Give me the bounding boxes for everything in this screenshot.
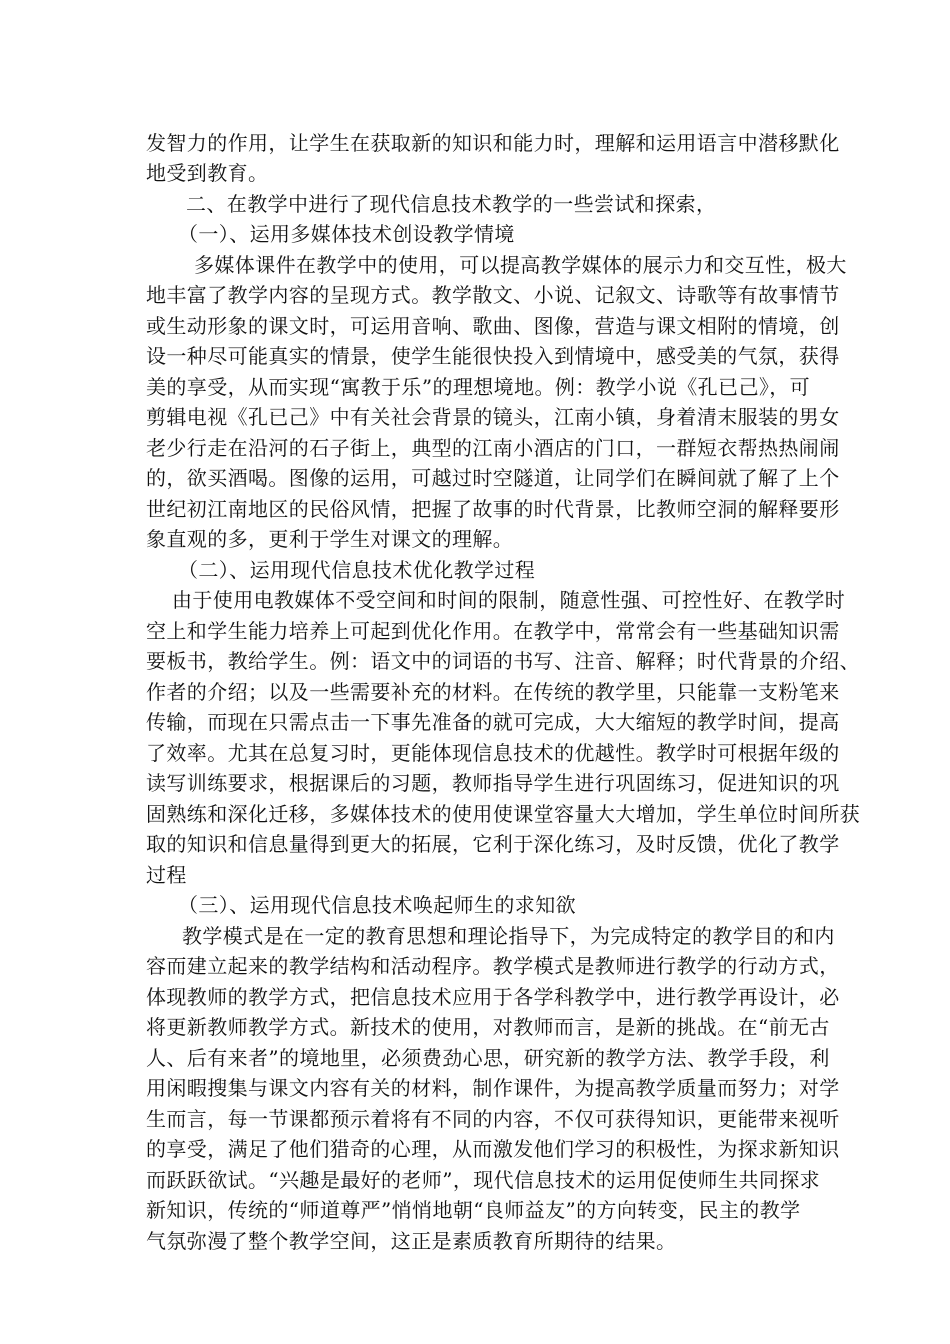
subsection-heading: （二）、运用现代信息技术优化教学过程 <box>178 558 536 582</box>
text-line: 的享受，满足了他们猎奇的心理，从而激发他们学习的积极性，为探求新知识 <box>146 1137 840 1161</box>
text-line: 将更新教师教学方式。新技术的使用，对教师而言，是新的挑战。在“前无古 <box>146 1015 830 1039</box>
text-line: 多媒体课件在教学中的使用，可以提高教学媒体的展示力和交互性，极大 <box>194 253 847 277</box>
text-line: 教学模式是在一定的教育思想和理论指导下，为完成特定的教学目的和内 <box>182 924 835 948</box>
text-line: 了效率。尤其在总复习时，更能体现信息技术的优越性。教学时可根据年级的 <box>146 741 840 765</box>
text-line: 由于使用电教媒体不受空间和时间的限制，随意性强、可控性好、在教学时 <box>172 588 846 612</box>
text-line: 发智力的作用，让学生在获取新的知识和能力时，理解和运用语言中潜移默化 <box>146 131 840 155</box>
text-line: 新知识，传统的“师道尊严”悄悄地朝“良师益友”的方向转变，民主的教学 <box>146 1198 801 1222</box>
text-line: 地受到教育。 <box>146 161 269 185</box>
text-line: 剪辑电视《孔已己》中有关社会背景的镜头，江南小镇，身着清末服装的男女 <box>146 405 840 429</box>
text-line: 而跃跃欲试。“兴趣是最好的老师”，现代信息技术的运用促使师生共同探求 <box>146 1168 821 1192</box>
text-line: 的，欲买酒喝。图像的运用，可越过时空隧道，让同学们在瞬间就了解了上个 <box>146 466 840 490</box>
text-line: 地丰富了教学内容的呈现方式。教学散文、小说、记叙文、诗歌等有故事情节 <box>146 283 840 307</box>
text-line: 要板书，教给学生。例：语文中的词语的书写、注音、解释；时代背景的介绍、 <box>146 649 860 673</box>
text-line: 体现教师的教学方式，把信息技术应用于各学科教学中，进行教学再设计，必 <box>146 985 840 1009</box>
text-line: 世纪初江南地区的民俗风情，把握了故事的时代背景，比教师空洞的解释要形 <box>146 497 840 521</box>
text-line: 用闲暇搜集与课文内容有关的材料，制作课件，为提高教学质量而努力；对学 <box>146 1076 840 1100</box>
text-line: 美的享受，从而实现“寓教于乐”的理想境地。例：教学小说《孔已己》，可 <box>146 375 811 399</box>
text-line: 空上和学生能力培养上可起到优化作用。在教学中，常常会有一些基础知识需 <box>146 619 840 643</box>
text-line: 象直观的多，更利于学生对课文的理解。 <box>146 527 514 551</box>
text-line: 传输，而现在只需点击一下事先准备的就可完成，大大缩短的教学时间，提高 <box>146 710 840 734</box>
text-line: 固熟练和深化迁移，多媒体技术的使用使课堂容量大大增加，学生单位时间所获 <box>146 802 860 826</box>
text-line: 作者的介绍；以及一些需要补充的材料。在传统的教学里，只能靠一支粉笔来 <box>146 680 840 704</box>
section-heading: 二、在教学中进行了现代信息技术教学的一些尝试和探索， <box>186 192 717 216</box>
text-line: 读写训练要求，根据课后的习题，教师指导学生进行巩固练习，促进知识的巩 <box>146 771 840 795</box>
text-line: 或生动形象的课文时，可运用音响、歌曲、图像，营造与课文相附的情境，创 <box>146 314 840 338</box>
subsection-heading: （三）、运用现代信息技术唤起师生的求知欲 <box>178 893 576 917</box>
text-line: 气氛弥漫了整个教学空间，这正是素质教育所期待的结果。 <box>146 1229 677 1253</box>
text-line: 取的知识和信息量得到更大的拓展，它利于深化练习，及时反馈，优化了教学 <box>146 832 840 856</box>
text-line: 生而言，每一节课都预示着将有不同的内容，不仅可获得知识，更能带来视听 <box>146 1107 840 1131</box>
text-line: 过程 <box>146 863 187 887</box>
subsection-heading: （一）、运用多媒体技术创设教学情境 <box>178 222 515 246</box>
text-line: 设一种尽可能真实的情景，使学生能很快投入到情境中，感受美的气氛，获得 <box>146 344 840 368</box>
text-line: 老少行走在沿河的石子街上，典型的江南小酒店的门口，一群短衣帮热热闹闹 <box>146 436 840 460</box>
text-line: 人、后有来者”的境地里，必须费劲心思，研究新的教学方法、教学手段，利 <box>146 1046 830 1070</box>
text-line: 容而建立起来的教学结构和活动程序。教学模式是教师进行教学的行动方式， <box>146 954 840 978</box>
